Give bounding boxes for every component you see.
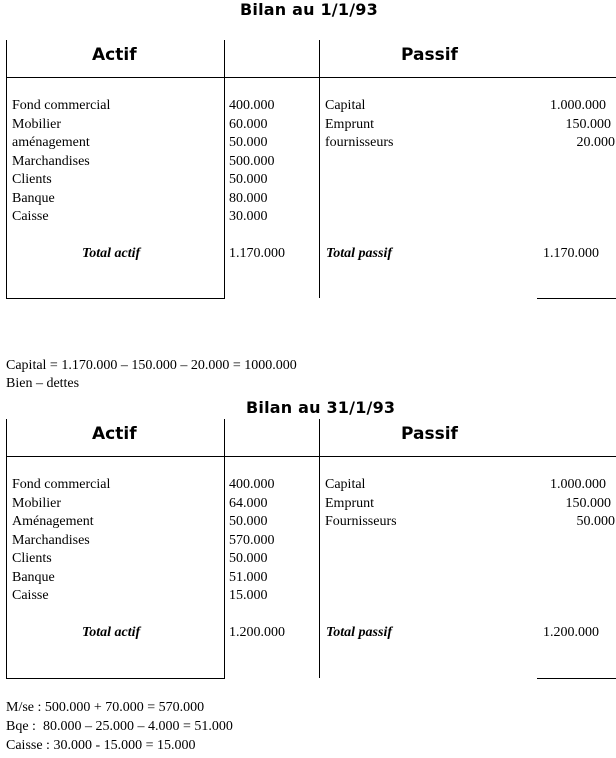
list-item: 570.000 bbox=[229, 532, 275, 548]
bilan-1-actif-values bbox=[229, 97, 275, 227]
list-item: Mobilier bbox=[12, 116, 61, 132]
list-item: Marchandises bbox=[12, 532, 90, 548]
list-item: 80.000 bbox=[229, 190, 268, 206]
list-item: 51.000 bbox=[229, 569, 268, 585]
list-item: 50.000 bbox=[229, 514, 268, 529]
note-marchandises: M/se : 500.000 + 70.000 = 570.000 bbox=[6, 700, 205, 715]
bilan-2-actif-header: Actif bbox=[92, 424, 137, 444]
bilan-2-passif-values bbox=[500, 476, 615, 532]
bilan-2-passif-header: Passif bbox=[401, 424, 458, 444]
list-item: 500.000 bbox=[229, 153, 275, 169]
list-item: aménagement bbox=[12, 135, 90, 150]
bilan-1-actif-labels bbox=[12, 97, 110, 227]
list-item: 15.000 bbox=[229, 588, 268, 603]
bilan-2-line bbox=[319, 419, 320, 678]
list-item: Clients bbox=[12, 551, 52, 566]
list-item: Capital bbox=[325, 477, 366, 492]
bilan-2-total-passif-label: Total passif bbox=[326, 625, 392, 640]
list-item: Caisse bbox=[12, 209, 49, 224]
bilan-1-line bbox=[224, 40, 225, 298]
list-item: 1.000.000 bbox=[550, 477, 606, 492]
list-item: Banque bbox=[12, 569, 55, 585]
note-banque: Bqe : 80.000 – 25.000 – 4.000 = 51.000 bbox=[6, 719, 233, 734]
bilan-1-total-actif-value: 1.170.000 bbox=[229, 246, 285, 261]
list-item: 1.000.000 bbox=[550, 98, 606, 113]
bilan-1-line bbox=[537, 298, 616, 299]
list-item: 64.000 bbox=[229, 495, 268, 511]
list-item: Fond commercial bbox=[12, 477, 111, 492]
bilan-2-actif-values bbox=[229, 476, 275, 606]
bilan-2-title: Bilan au 31/1/93 bbox=[246, 398, 396, 417]
note-capital: Capital = 1.170.000 – 150.000 – 20.000 = 1000.000 bbox=[6, 358, 297, 373]
list-item: Banque bbox=[12, 190, 55, 206]
list-item: Clients bbox=[12, 172, 52, 187]
bilan-2-line bbox=[224, 419, 225, 678]
list-item: 60.000 bbox=[229, 116, 268, 132]
bilan-2-actif-labels bbox=[12, 476, 110, 606]
bilan-1-line bbox=[319, 40, 320, 298]
bilan-1-passif-values bbox=[500, 97, 615, 153]
bilan-2-total-actif-label: Total actif bbox=[82, 625, 141, 640]
list-item: Caisse bbox=[12, 588, 49, 603]
list-item: Mobilier bbox=[12, 495, 61, 511]
list-item: 30.000 bbox=[229, 209, 268, 224]
list-item: Emprunt bbox=[325, 495, 374, 511]
bilan-2-line bbox=[6, 456, 616, 457]
list-item: Aménagement bbox=[12, 514, 94, 529]
list-item: 150.000 bbox=[565, 495, 611, 511]
bilan-1-passif-labels bbox=[325, 97, 393, 153]
list-item: Emprunt bbox=[325, 116, 374, 132]
list-item: Fournisseurs bbox=[325, 514, 397, 529]
list-item: 150.000 bbox=[565, 116, 611, 132]
list-item: 400.000 bbox=[229, 477, 275, 492]
list-item: 50.000 bbox=[576, 514, 615, 529]
bilan-1-line bbox=[6, 298, 225, 299]
list-item: Fond commercial bbox=[12, 98, 111, 113]
bilan-1-line bbox=[6, 40, 7, 298]
list-item: 20.000 bbox=[576, 135, 615, 150]
bilan-2-line bbox=[6, 419, 7, 678]
bilan-2-line bbox=[537, 678, 616, 679]
list-item: fournisseurs bbox=[325, 135, 394, 150]
bilan-2-total-actif-value: 1.200.000 bbox=[229, 625, 285, 640]
bilan-1-total-actif-label: Total actif bbox=[82, 246, 141, 261]
bilan-1-total-passif-value: 1.170.000 bbox=[543, 246, 599, 261]
note-caisse: Caisse : 30.000 - 15.000 = 15.000 bbox=[6, 738, 196, 753]
bilan-1-title: Bilan au 1/1/93 bbox=[240, 0, 378, 19]
bilan-2-line bbox=[6, 678, 225, 679]
bilan-2-total-passif-value: 1.200.000 bbox=[543, 625, 599, 640]
note-bien-dettes: Bien – dettes bbox=[6, 376, 80, 391]
bilan-1-passif-header: Passif bbox=[401, 45, 458, 65]
list-item: Marchandises bbox=[12, 153, 90, 169]
bilan-1-actif-header: Actif bbox=[92, 45, 137, 65]
list-item: 400.000 bbox=[229, 98, 275, 113]
bilan-2-passif-labels bbox=[325, 476, 397, 532]
list-item: 50.000 bbox=[229, 135, 268, 150]
bilan-1-line bbox=[6, 77, 616, 78]
list-item: Capital bbox=[325, 98, 366, 113]
bilan-1-total-passif-label: Total passif bbox=[326, 246, 392, 261]
list-item: 50.000 bbox=[229, 551, 268, 566]
list-item: 50.000 bbox=[229, 172, 268, 187]
